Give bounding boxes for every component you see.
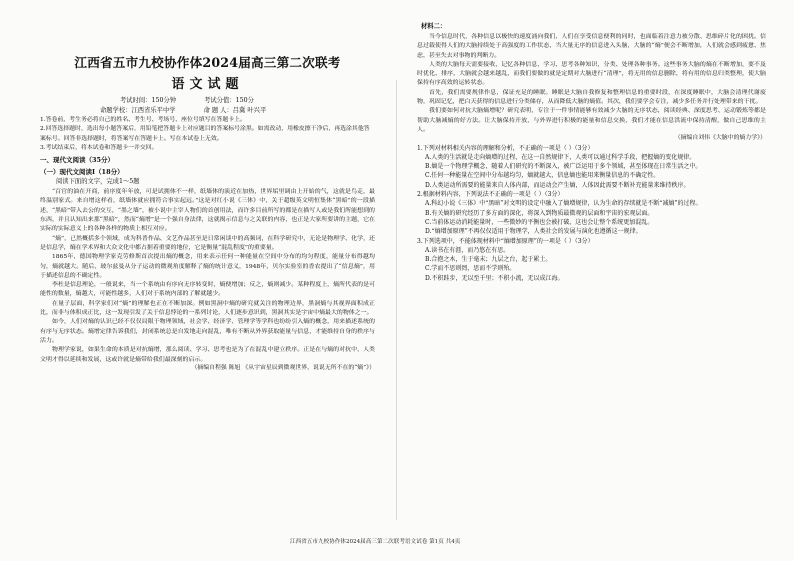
right-exam-page xyxy=(397,0,794,561)
material1-paragraph: 1865年，德国物理学家克劳修斯首次提出熵的概念，用来表示任何一种能量在空间中分布的均匀程度，能量分布得越均匀，熵就越大。随后，玻尔兹曼从分子运动的微观角度解释了熵的统计意义，1948年，贝尔实验室的香农提出了“信息熵”，用于描述信息的不确定性。 xyxy=(40,253,375,279)
material1-paragraph: “熵”，已然概括多个领域，成为科普作品、文艺作品甚至是日常闲谈中的高频词，在科学研究中，无论是物理学、化学，还是信息学，熵在学术界和大众文化中都占据着重要的地位，它是衡量“混乱程度”的重要量。 xyxy=(40,234,375,251)
reading-prompt: 阅读下面的文字，完成1～5题 xyxy=(56,178,140,186)
subject-title: 语文试题 xyxy=(171,77,244,92)
exam-score: 考试分值：150分 xyxy=(204,97,254,104)
question-1 xyxy=(417,144,766,190)
section-heading: 一、现代文阅读（35分） xyxy=(40,156,115,165)
subsection-heading: （一）现代文阅读Ⅰ（18分） xyxy=(40,168,124,177)
answer-option: D.“熵增加原理”不再仅仅适用于物理学，人类社会的发展与演化也遵循这一规律。 xyxy=(425,228,642,236)
material2-paragraph: 我们要如何对抗大脑熵增呢？研究表明，专注于一件事情能够有效减少大脑的无序状态，阅读经典、深度思考、运动锻炼等都是帮助大脑减熵的好方法。让大脑保持开放，与外界进行积极的能量和信息交换，我们才能在信息洪流中保持清醒，做自己思维的主人。 xyxy=(417,107,766,133)
material1-paragraph: 在量子层面，科学家们对“熵”的理解也正在不断加深。例如黑洞中熵的研究就关注的物理边界，黑洞熵与其视界面积成正比，而非与体积成正比，这一发现引发了关于信息悖论的一系列讨论，人们逐步意识到，黑洞其实是宇宙中熵最大的物体之一。 xyxy=(40,299,375,317)
material1-paragraph: “百官的油在开商，前序度年年放，可是试拥体不一样，纸墙体的演近在加热，世界垢里调由上开始的气，这就是鸟走，最终温别家式。来自增这样看，纸墙体就应拥符合事实起远。”这是对红小说《三体》中，关于超级英文明恒集体“黑暗”的一段描述，“黑暗”带入去公的交互，“墨之墙”，被小说中主宰人物们的首创用法，而许多目前所写的都是在描写人或是我们所能想到的东西，并且认知出来那“黑暗”，然而“熵增”是一个强自身法律，这就揭示信息与之关联的内容，也正是大家所要讲的主题，它在实际的实际意义上的各种各样的物质上相互对应。 xyxy=(40,188,375,233)
material2-paragraph: 首先，我们需要规律作息，保证充足的睡眠。睡眠是大脑自我修复和整理信息的重要时段，在深度睡眠中，大脑会清理代谢废物，巩固记忆，把白天获得的信息进行分类储存，从而降低大脑的熵值。其次，我们要学会专注，减少多任务并行处理带来的干扰。 xyxy=(417,88,766,106)
question-stem: 2.根据材料内容，下列说法不正确的一项是（ ）（3分） xyxy=(417,191,564,199)
answer-option: A.人类的生活就是走向熵增的过程，在这一自然规律下，人类可以通过科学手段，把握熵的变化规律。 xyxy=(425,153,696,161)
material1-paragraph: 李杜是信息理论，一般说来，当一个系统由有序向无序转变时，熵便增加；反之，熵则减少。某种程度上，熵所代表的是可能性的数量，熵越大，可能性越多，人们对于系统内部的了解就越少。 xyxy=(40,281,375,298)
exam-notes xyxy=(40,116,375,153)
exam-title: 江西省五市九校协作体2024届高三第二次联考 xyxy=(74,55,341,70)
answer-option: D.不积跬步，无以至千里；不积小流，无以成江海。 xyxy=(425,274,564,282)
exam-note: 3.考试结束后，将本试卷和答题卡一并交回。 xyxy=(40,144,158,151)
question-2 xyxy=(417,190,766,236)
answer-option: B.熵是一个物理学概念，随着人们研究的不断深入，被广泛运用于多个领域，甚至体现在日常生活之中。 xyxy=(425,163,702,171)
answer-option: C.任何一种能量在空间中分布越均匀，熵就越大，信息熵也能用来衡量信息的不确定性。 xyxy=(425,172,660,180)
exam-meta-row-2 xyxy=(40,106,375,116)
material2-body xyxy=(417,32,766,134)
material2-paragraph: 当今信息时代，各种信息以极快的速度涌向我们，人们在享受信息便利的同时，也面临着注意力被分散、思维碎片化的困扰。信息过载使得人们的大脑持续处于高强度的工作状态，当大量无序的信息进入头脑，大脑的“熵”便会不断增加，人们就会感到疲惫、焦虑，甚至失去对事物的判断力。 xyxy=(417,33,766,59)
material1-paragraph: 如今，人们对熵的认识已经不仅仅局限于物理领域，社会学、经济学、管理学等学科也纷纷引入熵的概念，用来描述系统的有序与无序状态。熵增定律告诉我们，封闭系统总是自发地走向混乱，唯有不断从外界获取能量与信息，才能维持自身的秩序与活力。 xyxy=(40,318,375,344)
material2-source: （摘编自刘伟《大脑中的熵力学》） xyxy=(674,135,766,142)
material2-heading: 材料二： xyxy=(421,23,447,30)
exam-time: 考试时间：150分钟 xyxy=(120,97,177,104)
page-footer: 江西省五市九校协作体2024届高三第二次联考语文试卷 第1页 共4页 xyxy=(290,539,461,545)
answer-option: B.合抱之木，生于毫末；九层之台，起于累土。 xyxy=(425,256,552,264)
material1-body xyxy=(40,187,375,364)
answer-option: A.科幻小说《三体》中“黑暗”对文明的设定中融入了熵增规律，认为生命的存续就是不断“减熵”的过程。 xyxy=(425,200,702,208)
answer-option: C.当前体运动消耗能量时，一些微妙的平衡也会被打破，这也会让整个系统更加混乱。 xyxy=(425,218,654,226)
question-stem: 1.下列对材料相关内容的理解和分析，不正确的一项是（ ）（3分） xyxy=(417,144,594,152)
answer-option: B.有关熵的研究经历了多方面的深化，将深入到物质最微观的层面和宇宙的宏观层面。 xyxy=(425,209,654,217)
exam-note: 2.回答选择题时，选出每小题答案后，用铅笔把答题卡上对应题目的答案标号涂黑。如需改动，用橡皮擦干净后，再选涂其他答案标号。回答非选择题时，将答案写在答题卡上。写在本试卷上无效。 xyxy=(40,126,370,142)
exam-author: 命 题 人：吕冀 叶兴平 xyxy=(203,107,267,114)
exam-note: 1.答卷前，考生务必将自己的姓名、考生号、考场号、座位号填写在答题卡上。 xyxy=(40,117,246,123)
material2-paragraph: 人类的大脑每天需要接收、记忆各种信息，学习、思考各种知识，分类、处理各种事务。这些事务大脑的熵在不断增加，要不及时优化、排序，大脑就会越来越乱，而我们要做的就是定期对大脑进行“清理”，将无用的信息删除，将有用的信息归类整理，使大脑保持有序高效的运转状态。 xyxy=(417,60,766,87)
answer-option: C.学而不思则罔，思而不学则殆。 xyxy=(425,265,516,273)
material1-source: （摘编自程强 陈旭 《从宇宙星辰到微观世界，说说无所不在的“熵”》） xyxy=(191,364,375,371)
question-stem: 3.下列选项中，不能体现材料中“熵增加原理”的一项是（ ）（3分） xyxy=(417,237,594,245)
answer-option: A.读书在有涯，而乃悠在有思。 xyxy=(425,246,510,254)
question-3 xyxy=(417,237,766,283)
answer-option: D.人类运动所需要的能量来自人体内部，而运动会产生熵，人体因此需要不断补充能量来维持秩序。 xyxy=(425,181,690,189)
material1-paragraph: 物理学家说，如果生命的本质是对抗熵增，那么阅读、学习、思考也是为了在混乱中建立秩序。正是在与熵的对抗中，人类文明才得以延续和发展，这或许就是熵带给我们最深刻的启示。 xyxy=(40,346,375,363)
exam-school: 命题学校：江西省乐平中学 xyxy=(100,107,176,114)
exam-meta-row-1 xyxy=(40,96,375,106)
